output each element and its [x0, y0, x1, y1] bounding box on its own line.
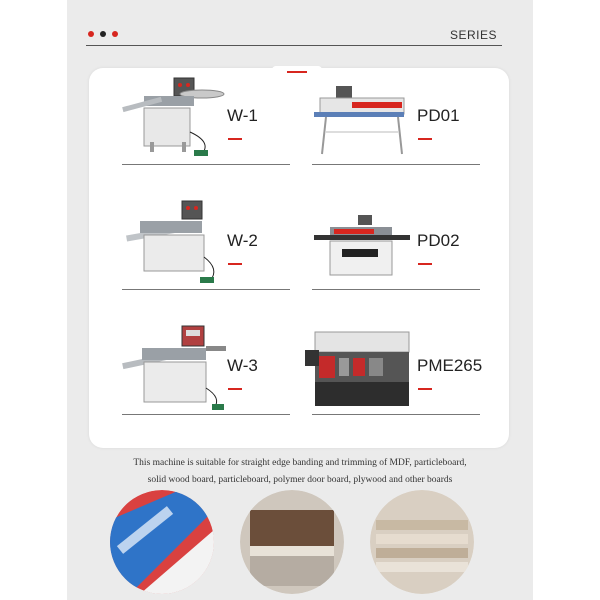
item-divider	[122, 164, 290, 165]
header-divider	[86, 45, 502, 46]
machine-label: W-3	[227, 356, 258, 375]
edge-bander-manual-image	[122, 197, 227, 287]
machine-label: PD01	[417, 106, 460, 125]
material-image-blue-board	[110, 490, 214, 594]
edge-bander-pd02-image	[312, 197, 417, 287]
machine-item-w2[interactable]	[122, 197, 292, 307]
item-divider	[312, 164, 480, 165]
red-dot	[112, 31, 118, 37]
accent-bar	[228, 263, 242, 265]
machine-item-w1[interactable]	[122, 72, 292, 182]
machine-item-pd01[interactable]	[312, 72, 482, 182]
machine-item-pme265[interactable]	[305, 322, 483, 432]
item-divider	[122, 414, 290, 415]
machine-label: W-1	[227, 106, 258, 125]
machine-label: W-2	[227, 231, 258, 250]
edge-bander-pme265-image	[305, 322, 410, 412]
machine-item-w3[interactable]	[122, 322, 292, 432]
edge-bander-manual-image	[122, 322, 227, 412]
material-image-plywood-stack	[370, 490, 474, 594]
header-dots	[88, 31, 118, 37]
description-line-2: solid wood board, particleboard, polymer door board, plywood and other boards	[147, 475, 453, 485]
edge-bander-manual-image	[122, 72, 227, 162]
item-divider	[122, 289, 290, 290]
series-heading: SERIES	[449, 28, 497, 42]
accent-bar	[228, 138, 242, 140]
accent-bar	[418, 388, 432, 390]
machine-item-pd02[interactable]	[312, 197, 482, 307]
machine-label: PME265	[417, 356, 483, 375]
machine-label: PD02	[417, 231, 460, 250]
edge-bander-pd01-image	[312, 72, 417, 162]
item-divider	[312, 289, 480, 290]
black-dot	[100, 31, 106, 37]
description-line-1: This machine is suitable for straight edge banding and trimming of MDF, particleboard,	[133, 458, 467, 468]
red-dot	[88, 31, 94, 37]
accent-bar	[228, 388, 242, 390]
item-divider	[312, 414, 480, 415]
accent-bar	[418, 138, 432, 140]
material-image-wood-board	[240, 490, 344, 594]
accent-bar	[418, 263, 432, 265]
